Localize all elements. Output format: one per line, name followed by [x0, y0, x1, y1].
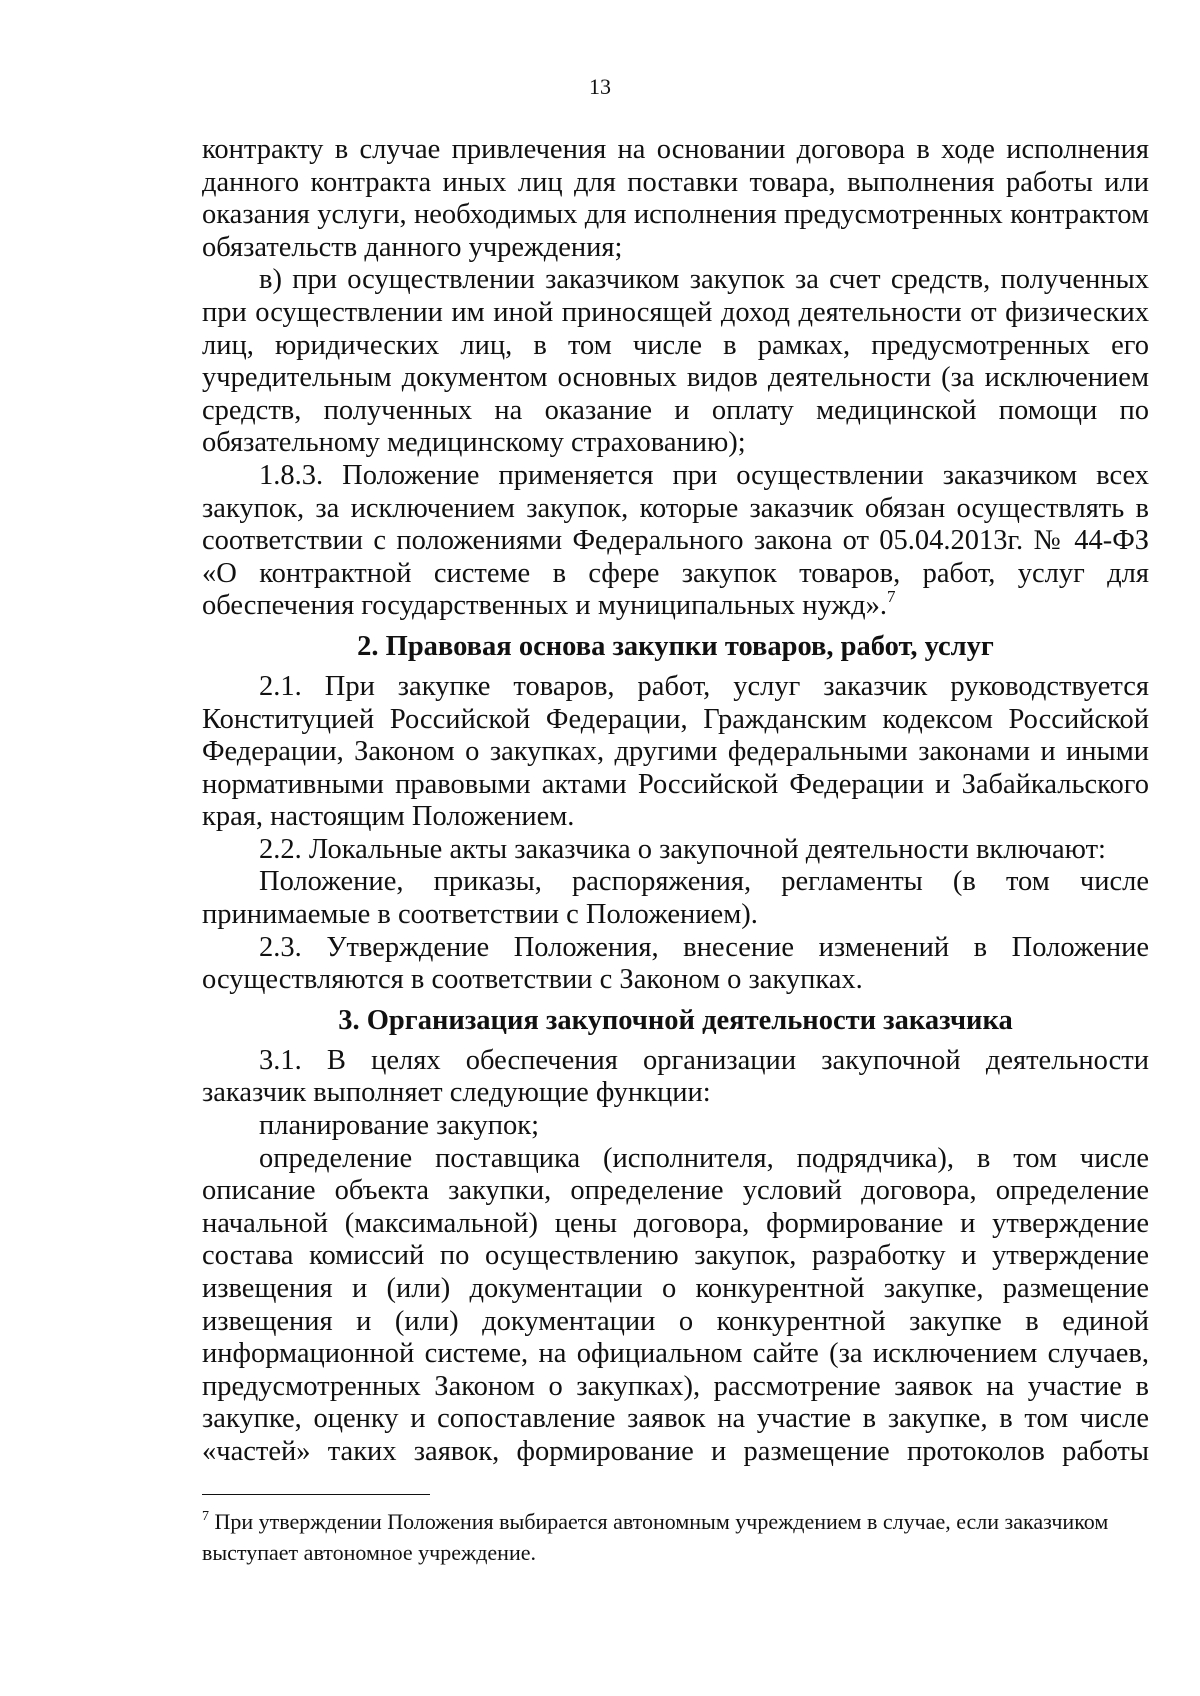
- page-number: 13: [589, 74, 611, 99]
- paragraph-clause-v: в) при осуществлении заказчиком закупок за счет средств, полученных при осуществлении им иной приносящей доход деятельности от физических лиц, юридических лиц, в том числе в рамках, предусмотренных его учредительным документом основных видов деятельности (за исключением средств, полученных на оказание и оплату медицинской помощи по обязательному медицинскому страхованию);: [202, 264, 1149, 459]
- paragraph-continuation: контракту в случае привлечения на основании договора в ходе исполнения данного контракта иных лиц для поставки товара, выполнения работы или оказания услуги, необходимых для исполнения предусмотренных контрактом обязательств данного учреждения;: [202, 134, 1149, 263]
- paragraph-2-3: 2.3. Утверждение Положения, внесение изменений в Положение осуществляются в соответствии с Законом о закупках.: [202, 931, 1149, 996]
- footnote-number: 7: [202, 1509, 209, 1524]
- paragraph-1-8-3-text: 1.8.3. Положение применяется при осуществлении заказчиком всех закупок, за исключением закупок, которые заказчик обязан осуществлять в соответствии с положениями Федерального закона от 05.04.2013г. № 44-ФЗ «О контрактной системе в сфере закупок товаров, работ, услуг для обеспечения государственных и муниципальных нужд».: [202, 459, 1149, 622]
- footnote-text: При утверждении Положения выбирается автономным учреждением в случае, если заказчиком выступает автономное учреждение.: [202, 1509, 1109, 1565]
- paragraph-planning: планирование закупок;: [259, 1110, 540, 1142]
- paragraph-local-acts: Положение, приказы, распоряжения, регламенты (в том числе принимаемые в соответствии с Положением).: [202, 866, 1149, 931]
- paragraph-2-2: 2.2. Локальные акты заказчика о закупочной деятельности включают:: [259, 833, 1106, 865]
- section-heading-2: 2. Правовая основа закупки товаров, работ, услуг: [357, 630, 994, 662]
- body-text: [202, 134, 1149, 1469]
- footnote: [202, 1506, 1149, 1568]
- paragraph-1-8-3: [202, 460, 1149, 623]
- paragraph-3-1: 3.1. В целях обеспечения организации закупочной деятельности заказчик выполняет следующие функции:: [202, 1044, 1149, 1109]
- footnote-separator: [202, 1494, 430, 1495]
- footnote-reference[interactable]: 7: [886, 587, 896, 607]
- section-heading-3: 3. Организация закупочной деятельности заказчика: [338, 1004, 1013, 1036]
- paragraph-supplier-determination: определение поставщика (исполнителя, подрядчика), в том числе описание объекта закупки, определение условий договора, определение начальной (максимальной) цены договора, формирование и утверждение состава комиссий по осуществлению закупок, разработку и утверждение извещения и (или) документации о конкурентной закупке, размещение извещения и (или) документации о конкурентной закупке в единой информационной системе, на официальном сайте (за исключением случаев, предусмотренных Законом о закупках), рассмотрение заявок на участие в закупке, оценку и сопоставление заявок на участие в закупке, в том числе «частей» таких заявок, формирование и размещение протоколов работы: [202, 1142, 1149, 1467]
- paragraph-2-1: 2.1. При закупке товаров, работ, услуг заказчик руководствуется Конституцией Российской Федерации, Гражданским кодексом Российской Федерации, Законом о закупках, другими федеральными законами и иными нормативными правовыми актами Российской Федерации и Забайкальского края, настоящим Положением.: [202, 670, 1149, 833]
